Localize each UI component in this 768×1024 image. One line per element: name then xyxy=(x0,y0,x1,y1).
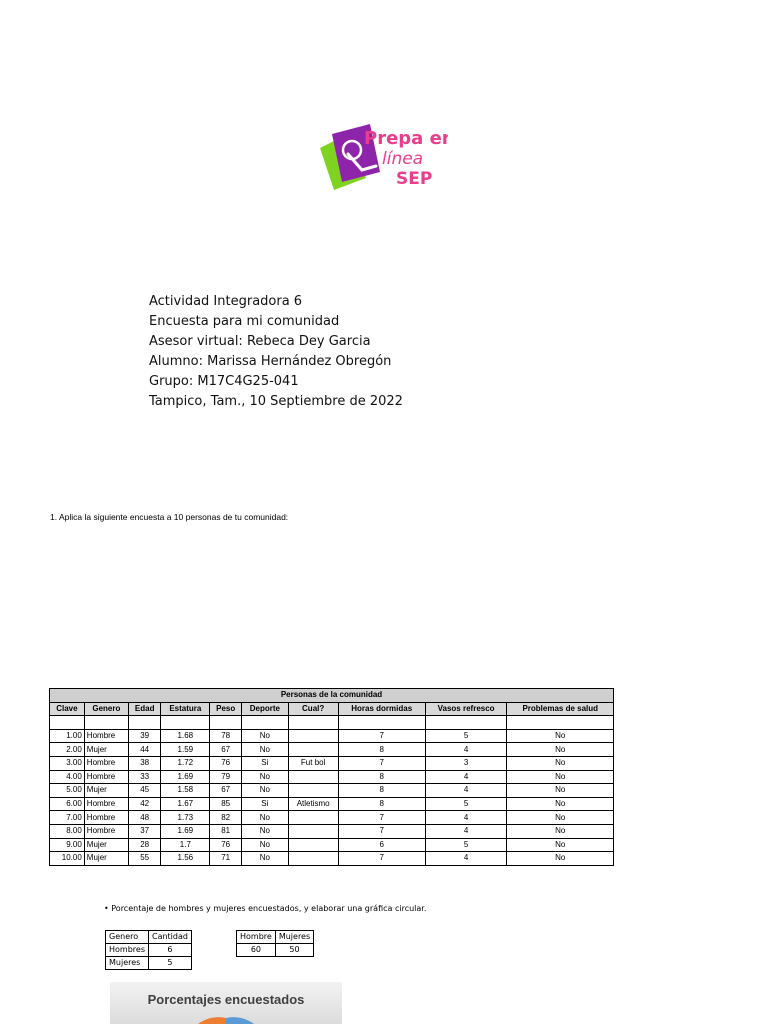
table-row xyxy=(50,756,614,770)
table-cell: No xyxy=(507,784,614,798)
table-cell: 1.7 xyxy=(161,838,210,852)
table-cell: 8 xyxy=(338,784,425,798)
empty-cell xyxy=(425,716,507,730)
women-header: Mujeres xyxy=(275,931,313,944)
empty-cell xyxy=(338,716,425,730)
table-cell: 8 xyxy=(338,770,425,784)
empty-cell xyxy=(507,716,614,730)
logo-line1: Prepa en xyxy=(364,128,448,149)
table-cell: 1.56 xyxy=(161,852,210,866)
table-cell: 1.73 xyxy=(161,811,210,825)
survey-table xyxy=(49,688,614,866)
pie-slice-women xyxy=(198,1017,226,1024)
chart-title: Porcentajes encuestados xyxy=(147,992,305,1007)
column-header: Clave xyxy=(50,702,85,716)
gender-count-table xyxy=(105,930,192,970)
table-cell xyxy=(288,784,338,798)
table-cell: 7.00 xyxy=(50,811,85,825)
table-cell: 2.00 xyxy=(50,743,85,757)
table-cell: 10.00 xyxy=(50,852,85,866)
table-cell: Hombre xyxy=(84,770,128,784)
table-cell xyxy=(288,811,338,825)
table-cell: No xyxy=(507,838,614,852)
table-cell: 81 xyxy=(210,824,242,838)
table-cell: 5.00 xyxy=(50,784,85,798)
table-cell: 8 xyxy=(338,797,425,811)
empty-cell xyxy=(288,716,338,730)
table-cell: 5 xyxy=(425,729,507,743)
table-cell: No xyxy=(507,756,614,770)
table-cell: 44 xyxy=(128,743,160,757)
table-cell: 76 xyxy=(210,838,242,852)
table-cell: Si xyxy=(242,756,289,770)
column-header: Deporte xyxy=(242,702,289,716)
table-cell: 1.69 xyxy=(161,770,210,784)
table-cell: 85 xyxy=(210,797,242,811)
table-row xyxy=(50,729,614,743)
table-cell: 38 xyxy=(128,756,160,770)
table-cell: 1.59 xyxy=(161,743,210,757)
table-cell: No xyxy=(242,743,289,757)
table-cell: 78 xyxy=(210,729,242,743)
table-cell: 79 xyxy=(210,770,242,784)
table-cell xyxy=(288,838,338,852)
table-cell: Si xyxy=(242,797,289,811)
table-cell: No xyxy=(242,729,289,743)
table-cell: 5 xyxy=(425,797,507,811)
table-cell: 9.00 xyxy=(50,838,85,852)
table-cell: 3.00 xyxy=(50,756,85,770)
table-cell: No xyxy=(242,784,289,798)
table-cell: 82 xyxy=(210,811,242,825)
table-cell: 48 xyxy=(128,811,160,825)
table-cell: 1.72 xyxy=(161,756,210,770)
table-cell: 67 xyxy=(210,784,242,798)
table-cell: 39 xyxy=(128,729,160,743)
logo-line3: SEP xyxy=(396,169,433,189)
table-cell: 55 xyxy=(128,852,160,866)
gender-cell: Mujeres xyxy=(106,957,149,970)
empty-cell xyxy=(84,716,128,730)
survey-table-title: Personas de la comunidad xyxy=(50,689,614,703)
table-row xyxy=(50,743,614,757)
table-cell: 4 xyxy=(425,784,507,798)
column-header: Estatura xyxy=(161,702,210,716)
table-cell: 4 xyxy=(425,824,507,838)
men-percent: 60 xyxy=(237,944,276,957)
table-cell: 4 xyxy=(425,743,507,757)
document-heading xyxy=(149,292,403,412)
table-cell: No xyxy=(242,770,289,784)
table-cell: 6 xyxy=(338,838,425,852)
table-cell: 71 xyxy=(210,852,242,866)
table-cell: No xyxy=(242,852,289,866)
table-cell: Fut bol xyxy=(288,756,338,770)
table-cell: 8.00 xyxy=(50,824,85,838)
survey-table-body xyxy=(50,716,614,866)
table-cell: No xyxy=(507,770,614,784)
column-header: Cual? xyxy=(288,702,338,716)
table-row xyxy=(50,824,614,838)
table-cell: Hombre xyxy=(84,729,128,743)
table-cell xyxy=(288,824,338,838)
activity-title: Actividad Integradora 6 xyxy=(149,294,303,309)
table-cell: 33 xyxy=(128,770,160,784)
column-header: Edad xyxy=(128,702,160,716)
table-cell xyxy=(288,852,338,866)
table-cell: No xyxy=(507,852,614,866)
percent-table xyxy=(236,930,314,957)
table-row xyxy=(237,944,314,957)
count-cell: 6 xyxy=(148,944,191,957)
table-row xyxy=(50,811,614,825)
table-cell xyxy=(288,729,338,743)
table-cell: No xyxy=(507,824,614,838)
table-cell: Hombre xyxy=(84,811,128,825)
table-cell: Mujer xyxy=(84,784,128,798)
table-cell: 7 xyxy=(338,729,425,743)
table-cell: Mujer xyxy=(84,743,128,757)
table-cell: Hombre xyxy=(84,824,128,838)
survey-subtitle: Encuesta para mi comunidad xyxy=(149,314,340,329)
table-row xyxy=(50,838,614,852)
men-header: Hombre xyxy=(237,931,276,944)
chart-instruction: • Porcentaje de hombres y mujeres encuestados, y elaborar una gráfica circular. xyxy=(104,904,427,913)
table-row xyxy=(50,797,614,811)
table-row xyxy=(50,852,614,866)
table-cell: 6.00 xyxy=(50,797,85,811)
table-cell: Hombre xyxy=(84,756,128,770)
table-cell xyxy=(288,743,338,757)
table-cell: No xyxy=(507,811,614,825)
table-cell: No xyxy=(242,838,289,852)
table-cell: No xyxy=(507,743,614,757)
table-cell: No xyxy=(507,797,614,811)
pie-chart xyxy=(110,982,342,1024)
count-header: Cantidad xyxy=(148,931,191,944)
logo-graphic xyxy=(318,120,448,192)
table-cell: 42 xyxy=(128,797,160,811)
table-cell: Atletismo xyxy=(288,797,338,811)
table-cell: 4 xyxy=(425,852,507,866)
column-header: Problemas de salud xyxy=(507,702,614,716)
table-cell: 1.00 xyxy=(50,729,85,743)
empty-cell xyxy=(242,716,289,730)
column-header: Horas dormidas xyxy=(338,702,425,716)
table-cell: 1.69 xyxy=(161,824,210,838)
table-cell xyxy=(288,770,338,784)
table-cell: Mujer xyxy=(84,852,128,866)
table-cell: 45 xyxy=(128,784,160,798)
prepa-en-linea-logo xyxy=(318,120,448,192)
table-cell: 37 xyxy=(128,824,160,838)
table-row xyxy=(106,944,192,957)
table-cell: Hombre xyxy=(84,797,128,811)
table-cell: No xyxy=(242,811,289,825)
table-cell: 1.67 xyxy=(161,797,210,811)
column-header: Vasos refresco xyxy=(425,702,507,716)
table-cell: No xyxy=(507,729,614,743)
logo-line2: línea xyxy=(382,149,424,169)
table-cell: 28 xyxy=(128,838,160,852)
pie-slice-men xyxy=(226,1017,254,1024)
advisor-line: Asesor virtual: Rebeca Dey Garcia xyxy=(149,334,371,349)
gender-header: Genero xyxy=(106,931,149,944)
table-cell: 76 xyxy=(210,756,242,770)
women-percent: 50 xyxy=(275,944,313,957)
column-header: Genero xyxy=(84,702,128,716)
instruction-text: 1. Aplica la siguiente encuesta a 10 personas de tu comunidad: xyxy=(50,512,289,522)
table-cell: 3 xyxy=(425,756,507,770)
table-cell: 67 xyxy=(210,743,242,757)
table-cell: 1.68 xyxy=(161,729,210,743)
empty-cell xyxy=(128,716,160,730)
student-line: Alumno: Marissa Hernández Obregón xyxy=(149,354,392,369)
table-cell: 8 xyxy=(338,743,425,757)
empty-cell xyxy=(210,716,242,730)
table-cell: 7 xyxy=(338,756,425,770)
table-cell: Mujer xyxy=(84,838,128,852)
spacer-row xyxy=(50,716,614,730)
table-cell: 7 xyxy=(338,824,425,838)
table-cell: 4.00 xyxy=(50,770,85,784)
gender-cell: Hombres xyxy=(106,944,149,957)
table-cell: No xyxy=(242,824,289,838)
table-cell: 1.58 xyxy=(161,784,210,798)
table-cell: 7 xyxy=(338,852,425,866)
empty-cell xyxy=(50,716,85,730)
count-cell: 5 xyxy=(148,957,191,970)
table-row xyxy=(106,957,192,970)
empty-cell xyxy=(161,716,210,730)
table-cell: 5 xyxy=(425,838,507,852)
place-date-line: Tampico, Tam., 10 Septiembre de 2022 xyxy=(149,394,403,409)
pie-chart-graphic xyxy=(110,982,342,1024)
table-cell: 7 xyxy=(338,811,425,825)
group-line: Grupo: M17C4G25-041 xyxy=(149,374,299,389)
survey-table-header xyxy=(50,702,614,716)
table-row xyxy=(50,784,614,798)
table-cell: 4 xyxy=(425,811,507,825)
table-cell: 4 xyxy=(425,770,507,784)
table-row xyxy=(50,770,614,784)
column-header: Peso xyxy=(210,702,242,716)
